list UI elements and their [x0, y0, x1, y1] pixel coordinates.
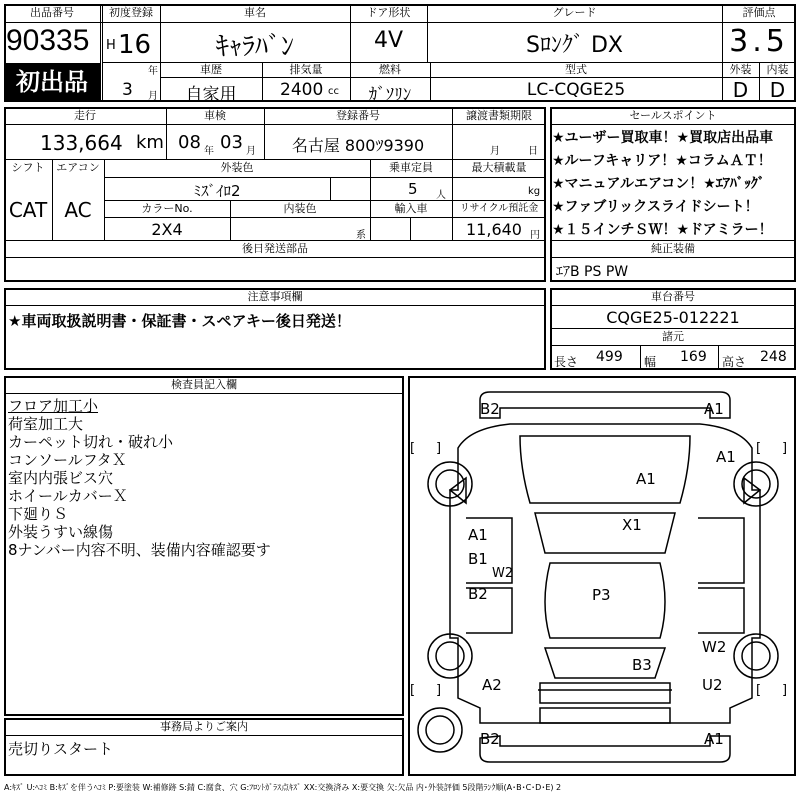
sales-points-label: セールスポイント — [629, 109, 717, 122]
svg-text:]: ] — [436, 441, 442, 456]
inspector-line-3: カーペット切れ・破れ小 — [8, 433, 174, 451]
interior-color-label: 内装色 — [283, 202, 317, 215]
height: 248 — [760, 349, 787, 365]
inspector-label: 検査員記入欄 — [171, 378, 237, 391]
fuel-label: 燃料 — [379, 63, 401, 76]
sales-point-1: ★ユーザー買取車！★買取店出品車 — [552, 130, 774, 146]
svg-text:[: [ — [756, 683, 762, 698]
year-unit: 年 — [148, 66, 158, 77]
chassis-number-label: 車台番号 — [651, 290, 695, 303]
inspector-line-7: 下廻りＳ — [8, 505, 69, 523]
exterior-color-label: 外装色 — [220, 161, 254, 174]
notes-text: ★車両取扱説明書・保証書・スペアキー後日発送！ — [8, 312, 351, 330]
damage-rear-panel: B3 — [632, 656, 652, 674]
length: 499 — [596, 349, 623, 365]
score-label: 評価点 — [742, 6, 776, 19]
score: 3.5 — [729, 24, 789, 59]
office-label: 事務局よりご案内 — [160, 720, 248, 733]
sales-point-2: ★ルーフキャリア！★コラムＡＴ！ — [552, 153, 772, 169]
max-load-label: 最大積載量 — [471, 161, 527, 174]
exterior-grade-label: 外装 — [729, 63, 752, 76]
car-name-label: 車名 — [244, 6, 266, 19]
model-code: LC-CQGE25 — [526, 80, 626, 100]
displacement-unit: cc — [328, 86, 339, 97]
inspector-line-1: フロア加工小 — [8, 397, 99, 415]
later-parts-label: 後日発送部品 — [242, 242, 308, 255]
capacity: 5 — [408, 180, 418, 198]
transfer-day-unit: 日 — [528, 146, 538, 157]
aircon: AC — [64, 198, 92, 222]
mileage-unit: km — [136, 132, 164, 153]
transfer-deadline-label: 譲渡書類期限 — [466, 109, 532, 122]
inspector-line-4: コンソールフタＸ — [8, 451, 127, 469]
inspection-year: 08 — [178, 132, 201, 153]
damage-left-door-mid: B1 — [468, 550, 488, 568]
dimensions-label: 諸元 — [662, 330, 684, 343]
damage-windshield: X1 — [622, 516, 642, 534]
width-label: 幅 — [644, 355, 657, 369]
registration-month: 3 — [122, 80, 133, 100]
first-listing-badge — [4, 63, 100, 102]
svg-text:]: ] — [436, 683, 442, 698]
plate-number: 名古屋 800ﾂ9390 — [291, 136, 425, 155]
exterior-grade: D — [732, 78, 749, 102]
office-text: 売切りスタート — [8, 740, 114, 758]
interior-grade: D — [769, 78, 786, 102]
displacement-label: 排気量 — [289, 63, 323, 76]
height-label: 高さ — [722, 355, 747, 369]
capacity-label: 乗車定員 — [389, 161, 433, 174]
damage-left-rear: A2 — [482, 676, 502, 694]
era: H — [106, 38, 116, 53]
first-registration-label: 初度登録 — [109, 6, 153, 19]
svg-text:[: [ — [410, 441, 416, 456]
color-no-label: カラーNo. — [141, 202, 193, 215]
inspector-line-5: 室内内張ビス穴 — [8, 469, 114, 487]
interior-color-unit: 系 — [356, 230, 366, 241]
svg-text:[: [ — [756, 441, 762, 456]
model-label: 型式 — [565, 63, 587, 76]
svg-text:]: ] — [782, 441, 788, 456]
capacity-unit: 人 — [436, 190, 446, 201]
damage-front-left: B2 — [480, 400, 500, 418]
inspection-year-unit: 年 — [204, 146, 214, 157]
interior-grade-label: 内装 — [766, 63, 789, 76]
length-label: 長さ — [554, 355, 579, 369]
recycle-fee: 11,640 — [466, 220, 522, 239]
history: 自家用 — [185, 85, 237, 105]
max-load-unit: kg — [528, 186, 541, 197]
damage-hood: A1 — [636, 470, 656, 488]
width: 169 — [680, 349, 707, 365]
shift-label: シフト — [11, 161, 45, 174]
inspection-month-unit: 月 — [246, 146, 256, 157]
first-listing-text: 初出品 — [16, 68, 88, 96]
door-type-label: ドア形状 — [366, 6, 411, 19]
mileage: 133,664 — [40, 131, 123, 155]
damage-left-w2: W2 — [492, 566, 514, 581]
inspection-month: 03 — [220, 132, 243, 153]
damage-left-door-front: A1 — [468, 526, 488, 544]
lot-number: 90335 — [6, 24, 90, 57]
history-label: 車歴 — [200, 63, 222, 76]
standard-equipment: ｴｱB PS PW — [556, 264, 629, 280]
fuel: ｶﾞｿﾘﾝ — [368, 85, 412, 105]
inspector-line-2: 荷室加工大 — [8, 415, 84, 433]
registration-year: 16 — [118, 30, 152, 60]
color-no: 2X4 — [151, 220, 183, 239]
inspection-label: 車検 — [204, 109, 226, 122]
damage-left-door-rear: B2 — [468, 585, 488, 603]
damage-right-fender: A1 — [716, 448, 736, 466]
transfer-month-unit: 月 — [490, 146, 500, 157]
grade: Sﾛﾝｸﾞ DX — [526, 33, 623, 58]
car-name: ｷｬﾗﾊﾞﾝ — [215, 32, 294, 62]
inspector-line-6: ホイールカバーＸ — [8, 487, 128, 505]
legend: A:ｷｽﾞ U:ﾍｺﾐ B:ｷｽﾞを伴うﾍｺﾐ P:要塗装 W:補修跡 S:錆 C:腐食、穴 G:ﾌﾛﾝﾄｶﾞﾗｽ点ｷｽﾞ XX:交換済み X:要交換 欠:欠品 内･外装評価 5段階ﾗﾝｸ順(A･B･C･D･E) 2 — [4, 783, 562, 792]
damage-rear-left: B2 — [480, 730, 500, 748]
recycle-fee-unit: 円 — [530, 230, 540, 241]
car-diagram — [410, 378, 794, 774]
plate-label: 登録番号 — [336, 109, 380, 122]
notes-label: 注意事項欄 — [247, 290, 303, 303]
damage-roof: P3 — [592, 586, 611, 604]
exterior-color: ﾐｽﾞｲﾛ2 — [193, 182, 241, 200]
door-type: 4V — [373, 28, 404, 53]
import-label: 輸入車 — [394, 202, 428, 215]
damage-rear-right: A1 — [704, 730, 724, 748]
inspector-line-9: 8ナンバー内容不明、装備内容確認要す — [8, 541, 271, 559]
svg-text:]: ] — [782, 683, 788, 698]
shift: CAT — [8, 198, 48, 222]
standard-equipment-label: 純正装備 — [651, 242, 695, 255]
displacement: 2400 — [280, 80, 324, 100]
sales-point-4: ★ファブリックスライドシート！ — [552, 199, 759, 215]
lot-number-label: 出品番号 — [30, 6, 74, 19]
damage-right-w2: W2 — [702, 638, 727, 656]
sales-point-3: ★マニュアルエアコン！★ｴｱﾊﾞｯｸﾞ — [552, 176, 765, 192]
inspector-line-8: 外装うすい線傷 — [8, 523, 114, 541]
sales-point-5: ★１５インチＳＷ！★ドアミラー！ — [552, 222, 773, 238]
month-unit: 月 — [148, 91, 158, 102]
damage-front-right: A1 — [704, 400, 724, 418]
aircon-label: エアコン — [56, 161, 100, 174]
chassis-number: CQGE25-012221 — [606, 308, 740, 327]
recycle-label: リサイクル預託金 — [459, 203, 539, 214]
mileage-label: 走行 — [74, 109, 96, 122]
grade-label: グレード — [552, 6, 597, 19]
svg-text:[: [ — [410, 683, 416, 698]
damage-right-rear: U2 — [702, 676, 723, 694]
